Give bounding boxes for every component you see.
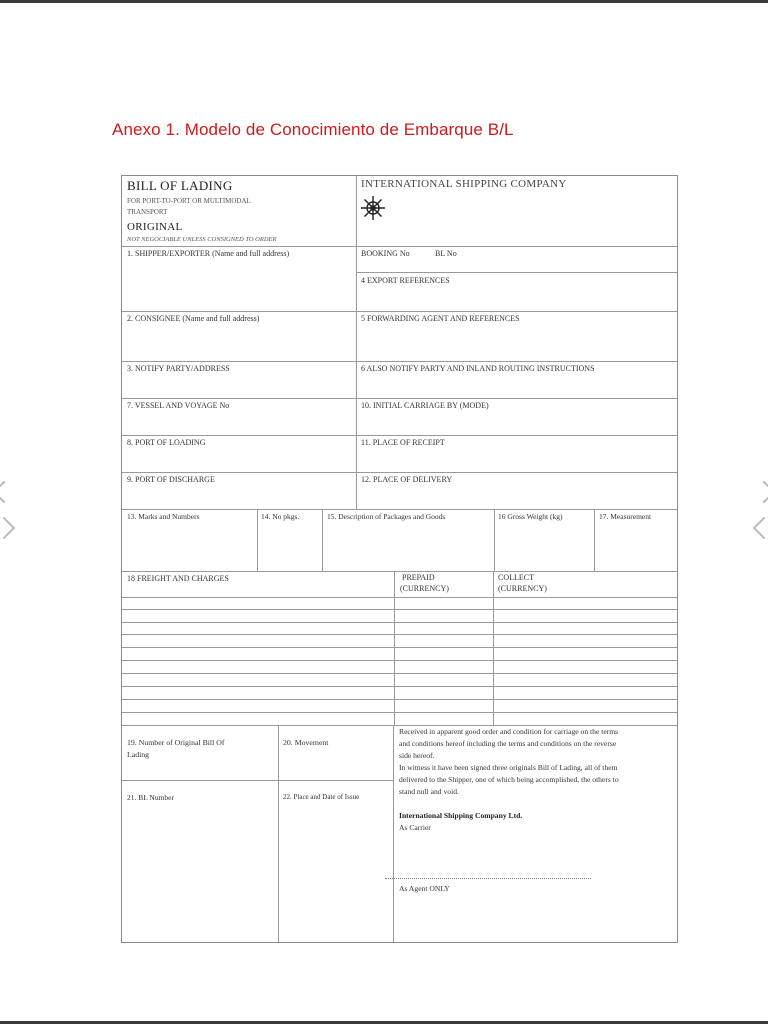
consignee-label: 2. CONSIGNEE (Name and full address): [127, 314, 260, 323]
row-divider: [122, 361, 677, 362]
vessel-label: 7. VESSEL AND VOYAGE No: [127, 401, 230, 410]
column-divider: [394, 571, 395, 725]
as-agent-label: As Agent ONLY: [399, 884, 450, 893]
column-divider: [322, 509, 323, 571]
no-pkgs-label: 14. No pkgs.: [261, 512, 300, 521]
freight-row-line: [122, 634, 677, 635]
num-originals-label: 19. Number of Original Bill Of: [127, 738, 225, 747]
row-divider: [356, 272, 677, 273]
freight-row-line: [122, 660, 677, 661]
forwarding-agent-label: 5 FORWARDING AGENT AND REFERENCES: [361, 314, 520, 323]
column-divider: [393, 725, 394, 942]
terms-line: and conditions hereof including the terms and conditions on the reverse: [399, 739, 617, 748]
booking-no-label: BOOKING No: [361, 249, 410, 258]
place-receipt-label: 11. PLACE OF RECEIPT: [361, 438, 445, 447]
freight-row-line: [122, 597, 677, 598]
freight-row-line: [122, 647, 677, 648]
terms-line: delivered to the Shipper, one of which being accomplished, the others to: [399, 775, 619, 784]
bl-number-label: 21. BL Number: [127, 793, 175, 802]
row-divider: [122, 311, 677, 312]
collect-currency-label: (CURRENCY): [498, 584, 547, 593]
bill-subtitle: FOR PORT-TO-PORT OR MULTIMODAL: [127, 197, 251, 205]
carrier-company: International Shipping Company Ltd.: [399, 811, 523, 820]
as-carrier-label: As Carrier: [399, 823, 431, 832]
gross-weight-label: 16 Gross Weight (kg): [498, 512, 563, 521]
terms-line: In witness it have been signed three originals Bill of Lading, all of them: [399, 763, 618, 772]
column-divider: [493, 571, 494, 725]
also-notify-label: 6 ALSO NOTIFY PARTY AND INLAND ROUTING INSTRUCTIONS: [361, 364, 595, 373]
not-negotiable-note: NOT NEGOCIABLE UNLESS CONSIGNED TO ORDER: [127, 236, 277, 243]
marks-label: 13. Marks and Numbers: [127, 512, 200, 521]
row-divider: [122, 398, 677, 399]
next-page-chevron-icon[interactable]: [753, 481, 768, 504]
previous-page-chevron-icon[interactable]: [0, 481, 15, 504]
place-date-issue-label: 22. Place and Date of Issue: [283, 793, 360, 801]
row-divider: [122, 435, 677, 436]
column-divider: [594, 509, 595, 571]
ship-wheel-icon: [359, 194, 387, 222]
annex-title: Anexo 1. Modelo de Conocimiento de Embarque B/L: [112, 120, 514, 139]
company-name: INTERNATIONAL SHIPPING COMPANY: [361, 178, 567, 190]
freight-label: 18 FREIGHT AND CHARGES: [127, 574, 229, 583]
row-divider: [122, 472, 677, 473]
freight-row-line: [122, 686, 677, 687]
initial-carriage-label: 10. INITIAL CARRIAGE BY (MODE): [361, 401, 489, 410]
column-divider: [278, 725, 279, 942]
notify-party-label: 3. NOTIFY PARTY/ADDRESS: [127, 364, 230, 373]
description-label: 15. Description of Packages and Goods: [327, 512, 446, 521]
row-divider: [122, 246, 677, 247]
measurement-label: 17. Measurement: [599, 512, 652, 521]
row-divider: [122, 571, 677, 572]
row-divider: [122, 780, 393, 781]
bill-of-lading-title: BILL OF LADING: [127, 178, 233, 193]
top-border: [0, 0, 768, 3]
movement-label: 20. Movement: [283, 738, 329, 747]
port-loading-label: 8. PORT OF LOADING: [127, 438, 206, 447]
previous-page-chevron-lower-icon[interactable]: [0, 517, 15, 540]
column-divider: [356, 176, 357, 509]
place-delivery-label: 12. PLACE OF DELIVERY: [361, 475, 453, 484]
freight-row-line: [122, 712, 677, 713]
freight-row-line: [122, 609, 677, 610]
bill-subtitle: TRANSPORT: [127, 208, 168, 216]
terms-line: side hereof.: [399, 751, 435, 760]
export-refs-label: 4 EXPORT REFERENCES: [361, 276, 450, 285]
prepaid-currency-label: (CURRENCY): [400, 584, 449, 593]
column-divider: [257, 509, 258, 571]
terms-line: stand null and void.: [399, 787, 459, 796]
terms-line: Received in apparent good order and condition for carriage on the terms: [399, 727, 619, 736]
shipper-label: 1. SHIPPER/EXPORTER (Name and full address): [127, 249, 290, 258]
agent-signature-line: [385, 878, 591, 879]
column-divider: [494, 509, 495, 571]
freight-row-line: [122, 622, 677, 623]
prepaid-label: PREPAID: [402, 573, 435, 582]
bill-of-lading-form: [121, 175, 678, 943]
collect-label: COLLECT: [498, 573, 534, 582]
next-page-chevron-lower-icon[interactable]: [753, 517, 768, 540]
port-discharge-label: 9. PORT OF DISCHARGE: [127, 475, 215, 484]
original-label: ORIGINAL: [127, 221, 183, 233]
bl-no-label: BL No: [435, 249, 457, 258]
freight-row-line: [122, 673, 677, 674]
freight-row-line: [122, 699, 677, 700]
num-originals-label-2: Lading: [127, 750, 150, 759]
